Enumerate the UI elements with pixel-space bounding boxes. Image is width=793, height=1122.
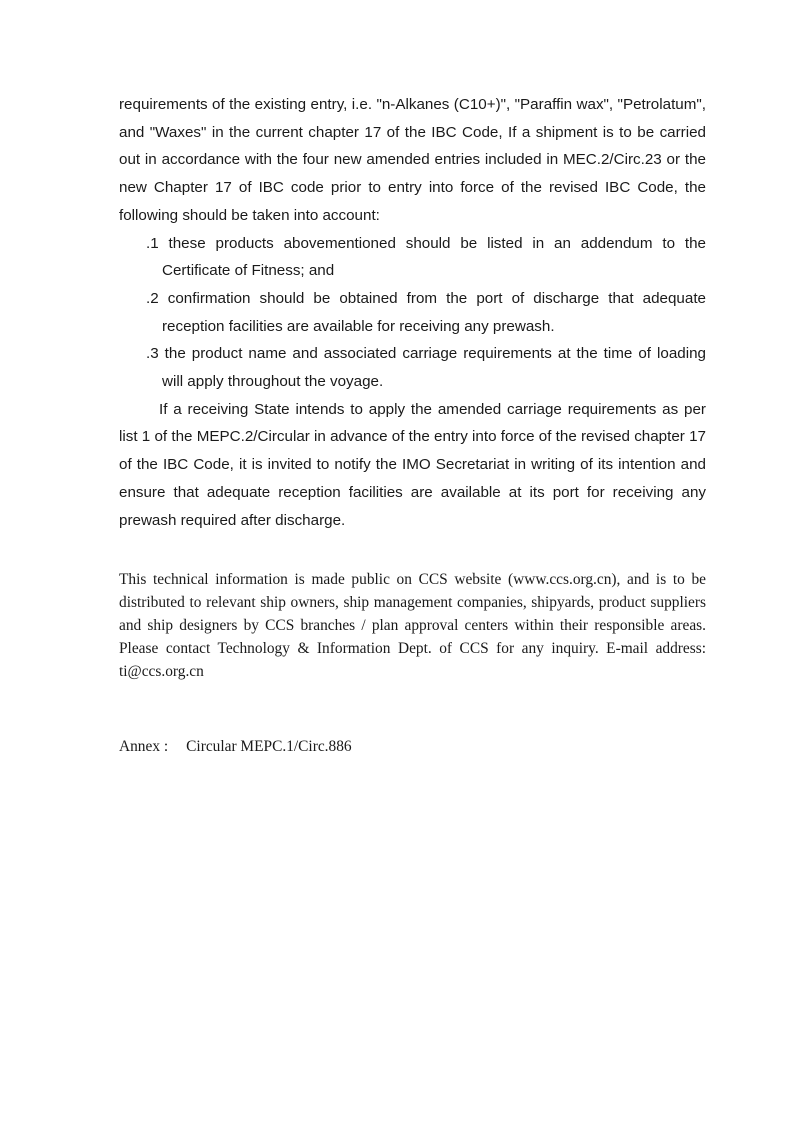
- main-body: [119, 91, 706, 534]
- annex-label: Annex :: [119, 738, 169, 755]
- paragraph-requirements: requirements of the existing entry, i.e. "n-Alkanes (C10+)", "Paraffin wax", "Petrolatum", and "Waxes" in the current chapter 17 of the IBC Code, If a shipment is to be carried out in accordance with the four new amended entries included in MEC.2/Circ.23 or the new Chapter 17 of IBC code prior to entry into force of the revised IBC Code, the following should be taken into account:: [119, 96, 706, 224]
- list-item: .1 these products abovementioned should be listed in an addendum to the Certificate of Fitness; and: [146, 234, 706, 280]
- publication-notice: This technical information is made public on CCS website (www.ccs.org.cn), and is to be distributed to relevant ship owners, ship management companies, shipyards, product suppliers and ship designers by CCS branches / plan approval centers within their responsible areas. Please contact Technology & Information Dept. of CCS for any inquiry. E-mail address: ti@ccs.org.cn: [119, 571, 706, 680]
- list-item: .3 the product name and associated carriage requirements at the time of loading will apply throughout the voyage.: [146, 345, 706, 391]
- considerations-list: [119, 230, 706, 396]
- annex-reference: Circular MEPC.1/Circ.886: [186, 738, 352, 755]
- paragraph-receiving-state: If a receiving State intends to apply the amended carriage requirements as per list 1 of the MEPC.2/Circular in advance of the entry into force of the revised chapter 17 of the IBC Code, it is invited to notify the IMO Secretariat in writing of its intention and ensure that adequate reception facilities are available at its port for receiving any prewash required after discharge.: [119, 400, 706, 529]
- annex-line: [119, 735, 352, 758]
- list-item: .2 confirmation should be obtained from the port of discharge that adequate reception facilities are available for receiving any prewash.: [146, 289, 706, 335]
